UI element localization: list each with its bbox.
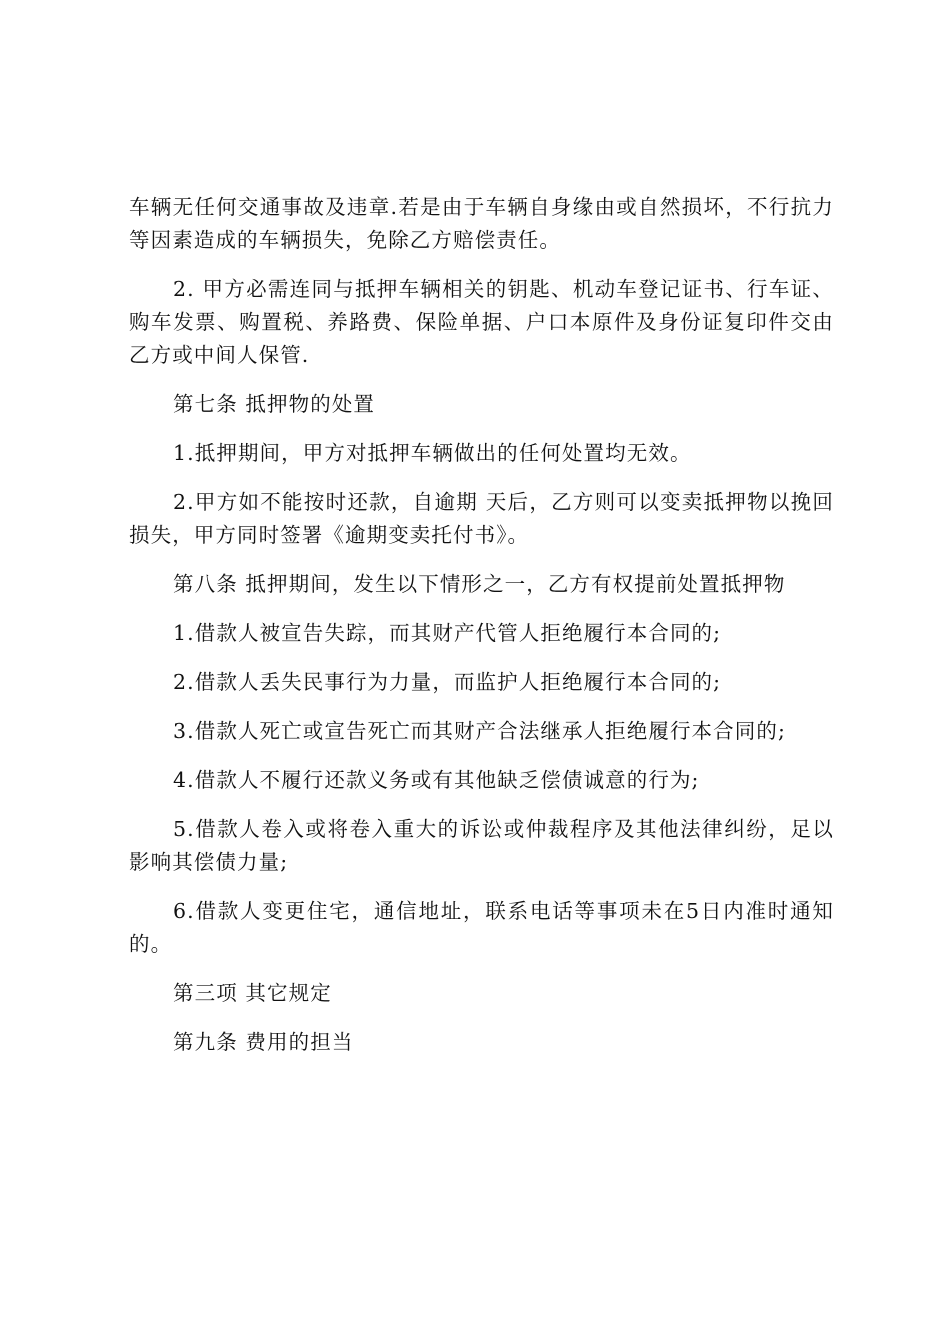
article-7-heading: 第七条 抵押物的处置 [173,392,376,416]
article-8-item-2: 2.借款人丢失民事行为力量，而监护人拒绝履行本合同的; [173,670,722,694]
article-7-item-2: 2.甲方如不能按时还款，自逾期 天后，乙方则可以变卖抵押物以挽回损失，甲方同时签署《逾期变卖托付书》。 [129,490,834,547]
article-8-item-4: 4.借款人不履行还款义务或有其他缺乏偿债诚意的行为; [173,768,700,792]
article-8-item-1: 1.借款人被宣告失踪，而其财产代管人拒绝履行本合同的; [173,621,722,645]
paragraph-documents-custody: 2. 甲方必需连同与抵押车辆相关的钥匙、机动车登记证书、行车证、购车发票、购置税、养路费、保险单据、户口本原件及身份证复印件交由乙方或中间人保管. [129,277,834,367]
paragraph-vehicle-liability: 车辆无任何交通事故及违章.若是由于车辆自身缘由或自然损坏，不行抗力等因素造成的车辆损失，免除乙方赔偿责任。 [129,195,834,252]
section-3-heading: 第三项 其它规定 [173,981,332,1005]
article-7-item-1: 1.抵押期间，甲方对抵押车辆做出的任何处置均无效。 [173,441,692,465]
article-8-item-5: 5.借款人卷入或将卷入重大的诉讼或仲裁程序及其他法律纠纷，足以影响其偿债力量; [129,817,834,874]
article-9-heading: 第九条 费用的担当 [173,1030,354,1054]
article-8-item-6: 6.借款人变更住宅，通信地址，联系电话等事项未在5日内准时通知的。 [129,899,834,956]
article-8-heading: 第八条 抵押期间，发生以下情形之一，乙方有权提前处置抵押物 [173,572,786,596]
document-body [129,191,834,1075]
article-8-item-3: 3.借款人死亡或宣告死亡而其财产合法继承人拒绝履行本合同的; [173,719,786,743]
